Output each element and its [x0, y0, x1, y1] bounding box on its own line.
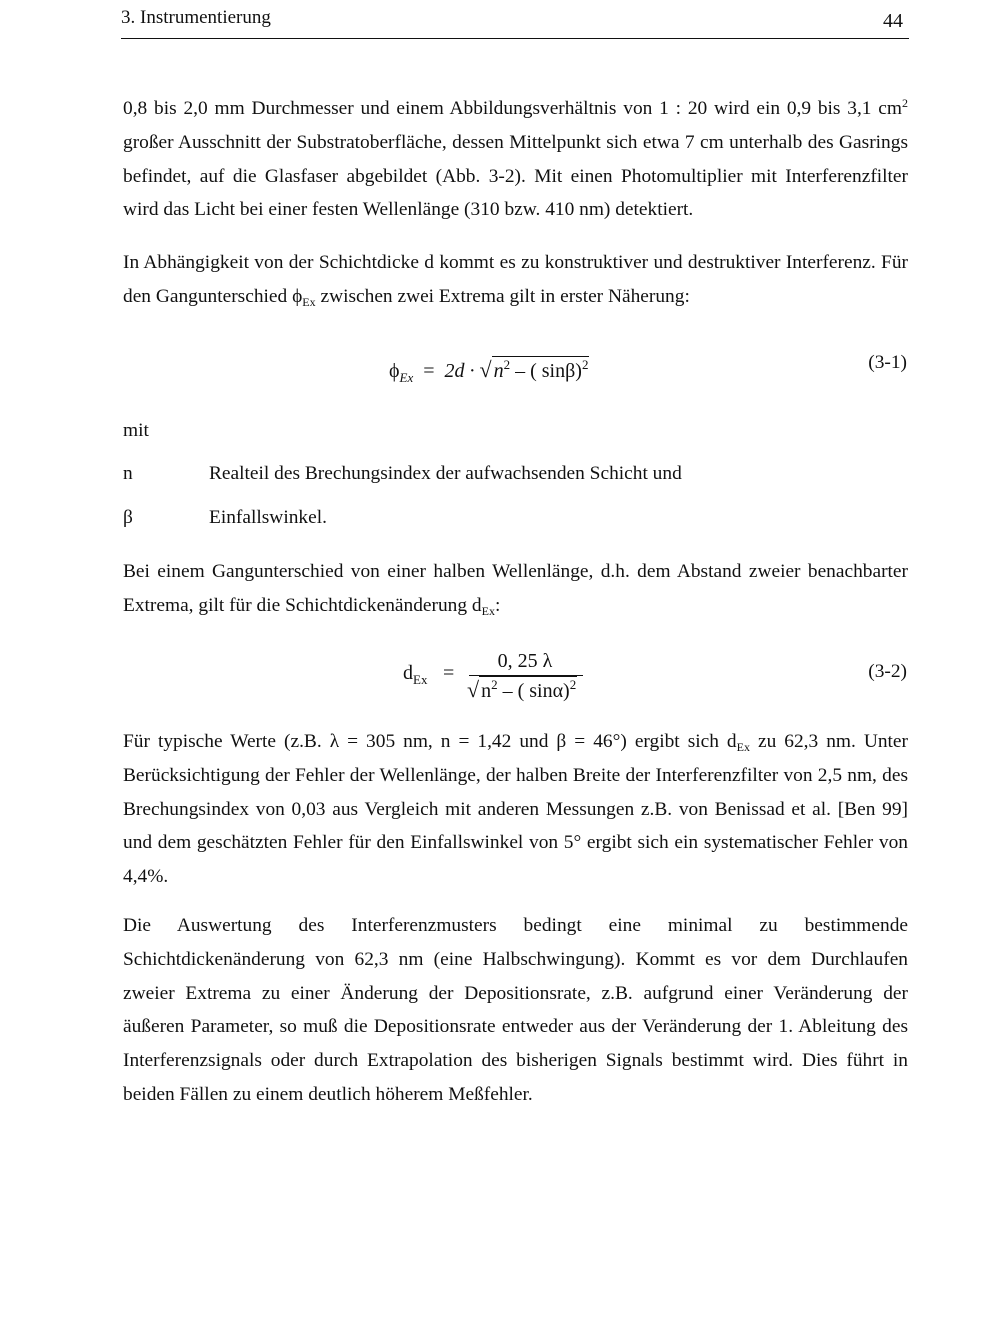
eq1-lhs: ϕ	[389, 360, 400, 382]
definition-description: Einfallswinkel.	[209, 507, 327, 528]
paragraph-1	[123, 92, 908, 227]
eq2-d: d	[403, 662, 413, 684]
eq1-lhs-subscript: Ex	[399, 370, 414, 385]
paragraph-1-text-b: großer Ausschnitt der Substratoberfläche, dessen Mittelpunkt sich etwa 7 cm unterhalb des Gasrings befindet, auf die Glasfaser abgebildet (Abb. 3-2). Mit einen Photomultiplier mit Interferenzfilter wird das Licht bei einer festen Wellenlänge (310 bzw. 410 nm) detektiert.	[123, 131, 908, 221]
eq2-equals: =	[443, 662, 455, 684]
paragraph-3-text-b: :	[494, 594, 501, 616]
eq1-sin-term: – ( sinβ)	[510, 360, 582, 382]
eq1-n-sup: 2	[503, 357, 511, 372]
eq1-sqrt	[480, 356, 590, 383]
paragraph-4-subscript: Ex	[736, 740, 750, 754]
eq1-n: n	[493, 360, 504, 382]
paragraph-3-text-a: Bei einem Gangunterschied von einer halben Wellenlänge, d.h. dem Abstand zweier benachbarter Extrema, gilt für die Schichtdickenänderung d	[123, 561, 908, 616]
paragraph-2-subscript: Ex	[302, 294, 316, 309]
paragraph-4-text-b: zu 62,3 nm. Unter Berücksichtigung der Fehler der Wellenlänge, der halben Breite der Interferenzfilter von 2,5 nm, des Brechungsindex von 0,03 aus Vergleich mit anderen Messungen z.B. von Benissad et al. [Ben 99] und dem geschätzten Fehler für den Einfallswinkel von 5° ergibt sich ein systematischer Fehler von 4,4%.	[123, 731, 908, 888]
definition-symbol: β	[123, 507, 133, 528]
header-rule	[121, 38, 909, 39]
definition-symbol: n	[123, 463, 133, 484]
paragraph-5: Die Auswertung des Interferenzmusters bedingt eine minimal zu bestimmende Schichtdickenänderung von 62,3 nm (eine Halbschwingung). Kommt es vor dem Durchlaufen zweier Extrema zu einer Änderung der Depositionsrate, z.B. aufgrund einer Veränderung der äußeren Parameter, so muß die Depositionsrate entweder aus der Veränderung der 1. Ableitung des Interferenzsignals oder durch Extrapolation des bisherigen Signals bestimmt wird. Dies führt in beiden Fällen zu einem deutlich höherem Meßfehler.	[123, 915, 908, 1105]
eq1-sin-sup: 2	[581, 357, 589, 372]
eq2-sin-sup: 2	[569, 677, 577, 692]
equation-number-3-2: (3-2)	[868, 661, 907, 682]
mit-label: mit	[123, 420, 149, 441]
paragraph-3-subscript: Ex	[481, 603, 495, 618]
eq2-denominator	[467, 676, 577, 703]
eq2-sin-term: – ( sinα)	[497, 680, 570, 702]
eq1-equals: =	[423, 360, 435, 382]
paragraph-3	[123, 555, 908, 623]
eq1-factor: 2d ·	[444, 360, 475, 382]
eq2-radicand	[479, 676, 577, 703]
eq2-lhs-subscript: Ex	[413, 672, 428, 687]
eq2-n-sup: 2	[491, 677, 498, 692]
paragraph-1-superscript: 2	[902, 96, 908, 110]
eq2-lhs	[403, 662, 427, 688]
paragraph-1-text-a: 0,8 bis 2,0 mm Durchmesser und einem Abbildungsverhältnis von 1 : 20 wird ein 0,9 bis 3,1 cm	[123, 98, 902, 119]
chapter-title: 3. Instrumentierung	[121, 7, 271, 28]
eq1-radicand	[492, 356, 590, 383]
page-header	[121, 5, 909, 35]
paragraph-2	[123, 246, 908, 314]
paragraph-4	[123, 725, 908, 894]
page-number: 44	[883, 10, 903, 32]
paragraph-4-text-a: Für typische Werte (z.B. λ = 305 nm, n = 1,42 und β = 46°) ergibt sich d	[123, 731, 737, 752]
equation-3-1	[389, 356, 589, 386]
eq2-numerator: 0, 25 λ	[497, 650, 553, 672]
sqrt-icon: √	[467, 677, 480, 702]
paragraph-2-text-b: zwischen zwei Extrema gilt in erster Näherung:	[315, 285, 690, 307]
sqrt-icon: √	[479, 357, 492, 382]
equation-number-3-1: (3-1)	[868, 352, 907, 373]
paragraph-2-text-a: In Abhängigkeit von der Schichtdicke d kommt es zu konstruktiver und destruktiver Interferenz. Für den Gangunterschied ϕ	[123, 252, 908, 307]
definition-description: Realteil des Brechungsindex der aufwachsenden Schicht und	[209, 463, 682, 484]
eq2-n: n	[481, 680, 492, 702]
